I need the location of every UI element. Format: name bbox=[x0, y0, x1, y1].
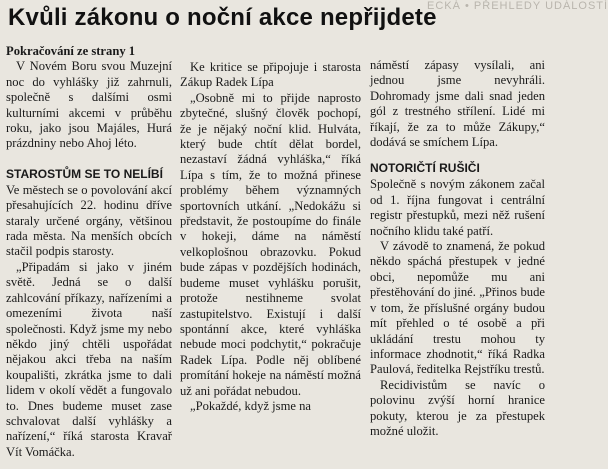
paragraph: Ke kritice se připojuje i starosta Zákup Radek Lípa bbox=[180, 60, 361, 90]
article-headline: Kvůli zákonu o noční akce nepřijdete bbox=[8, 4, 437, 31]
paragraph: „Osobně mi to přijde naprosto zbytečné, slušný člověk pochopí, že je nějaký noční klid. Hulváta, který bude chtít dělat bordel, nezastaví žádná vyhláška,“ říká Lípa s tím, že to možná přinese problémy během významných sportovních utkání. „Nedokážu si představit, že postoupíme do finále v hokeji, dáme na náměstí velkoplošnou obrazovku. Pokud bude zápas v pozdějších hodinách, budeme muset vyhlášku porušit, protože nestihneme svolat zastupitelstvo. Existují i další spontánní akce, které vyhláška nebude moci podchytit,“ pokračuje Radek Lípa. Podle něj oblíbené promítání hokeje na náměstí možná už ani pořádat nebudou. bbox=[180, 90, 361, 398]
continuation-note: Pokračování ze strany 1 bbox=[6, 44, 136, 58]
paragraph: náměstí zápasy vysílali, ani jednou jsme nevyhráli. Dohromady jsme dali snad jeden gól z trestného střílení. Lidé mi říkají, že za to může Zákupy,“ dodává se smíchem Lípa. bbox=[370, 58, 545, 150]
section-subhead: NOTORIČTÍ RUŠIČI bbox=[370, 161, 480, 176]
paragraph: „Připadám si jako v jiném světě. Jedná se o další zahlcování příkazy, nařízeními a omezeními života naší společnosti. Když jsme my nebo někdo jiný chtěli uspořádat nějakou akci třeba na naším koupališti, zkrátka jsme to dali lidem v okolí vědět a fungovalo to. Dnes budeme muset zase schvalovat další vyhlášky a nařízení,“ říká starosta Kravař Vít Vomáčka. bbox=[6, 259, 172, 459]
paragraph: Recidivistům se navíc o polovinu zvýší horní hranice pokuty, kterou je za přestupek možné uložit. bbox=[370, 377, 545, 438]
article-column-3 bbox=[370, 58, 545, 439]
paragraph: Společně s novým zákonem začal od 1. října fungovat i centrální registr přestupků, mezi něž rušení nočního klidu také patří. bbox=[370, 177, 545, 238]
article-column-2 bbox=[180, 60, 361, 414]
paragraph: V závodě to znamená, že pokud někdo spáchá přestupek v jedné obci, nepomůže mu ani přestěhování do jiné. „Přinos bude v tom, že příslušné orgány budou mít přehled o té osobě a při ukládání trestu mohou ty informace zhodnotit,“ říká Radka Paulová, ředitelka Rejstříku trestů. bbox=[370, 239, 545, 377]
paragraph: Ve městech se o povolování akcí přesahujících 22. hodinu dříve staraly určené orgány, většinou rada města. Na menších obcích stačil podpis starosty. bbox=[6, 182, 172, 259]
paragraph: V Novém Boru svou Muzejní noc do vyhlášky již zahrnuli, společně s dalšími osmi kulturními akcemi v průběhu roku, jako jsou Majáles, Hurá prázdniny nebo Ahoj léto. bbox=[6, 59, 172, 151]
paragraph: „Pokaždé, když jsme na bbox=[190, 398, 311, 413]
ghost-header-text: ECKÁ • PŘEHLEDY UDÁLOSTÍ bbox=[427, 0, 608, 12]
section-subhead: STAROSTŮM SE TO NELÍBÍ bbox=[6, 166, 163, 181]
article-column-1 bbox=[6, 44, 172, 460]
